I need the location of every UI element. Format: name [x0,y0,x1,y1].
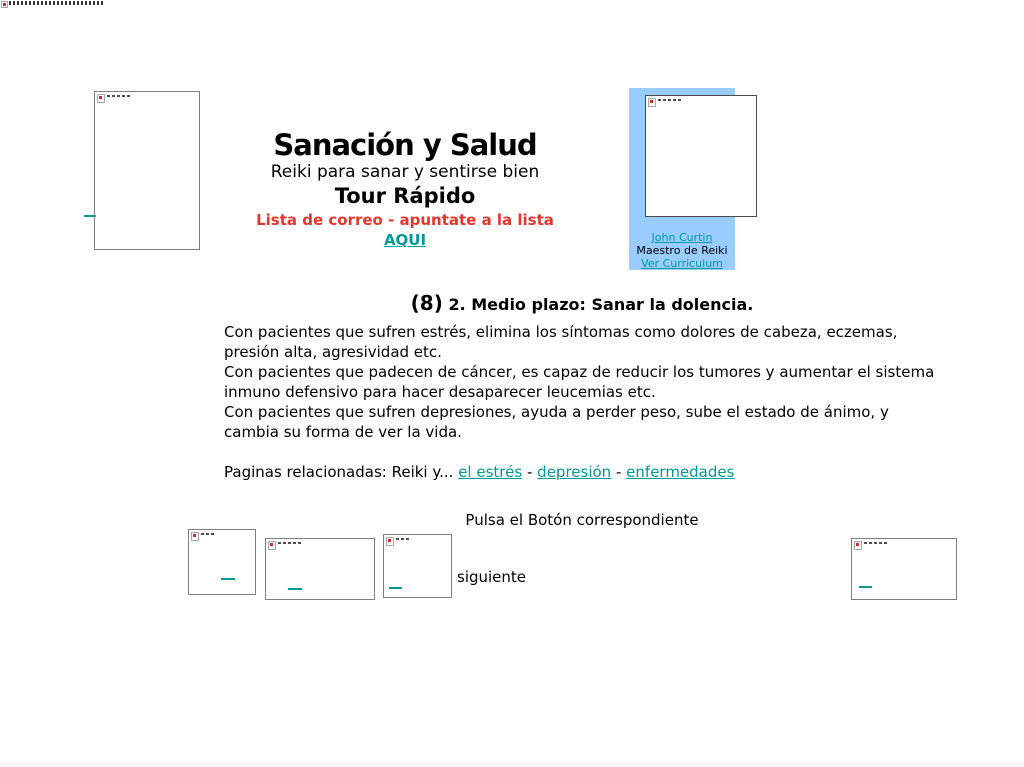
broken-image-alt-row [852,539,956,550]
mail-list-text: Lista de correo - apuntate a la lista [256,211,554,229]
broken-image-icon [854,541,862,550]
instructor-name-link[interactable]: John Curtin [651,231,713,244]
mail-list-line [238,210,572,250]
section-title: 2. Medio plazo: Sanar la dolencia. [448,295,754,314]
broken-image-alt-row [189,530,255,541]
broken-image-alt-row [266,539,374,550]
link-underline-dash[interactable] [221,578,235,580]
left-image-placeholder [94,91,200,250]
paragraph: Con pacientes que padecen de cáncer, es capaz de reducir los tumores y aumentar el sistema inmuno defensivo para hacer desaparecer leucemias etc. [224,363,935,401]
unreadable-alt-text [864,541,954,546]
broken-image-icon [1,1,8,8]
instructor-info [623,231,741,270]
site-subtitle: Reiki para sanar y sentirse bien [270,162,540,182]
unreadable-alt-text [201,532,253,537]
cta-text: Pulsa el Botón correspondiente [465,511,699,529]
next-label: siguiente [457,568,527,586]
site-title: Sanación y Salud [273,128,537,162]
section-number: (8) [410,291,443,315]
unreadable-alt-text [107,94,197,99]
link-enfermedades[interactable]: enfermedades [626,463,735,481]
broken-image-alt-strip [0,0,106,7]
broken-image-alt-row [646,96,756,107]
related-pages-line [224,462,940,482]
aqui-link[interactable]: AQUI [383,231,427,249]
nav-button-placeholder-3[interactable] [383,534,452,598]
broken-image-alt-row [95,92,199,103]
broken-image-icon [386,537,394,546]
link-underline-dash[interactable] [859,586,872,588]
unreadable-alt-text [658,98,754,103]
instructor-role: Maestro de Reiki [636,244,728,257]
paragraph: Con pacientes que sufren depresiones, ayuda a perder peso, sube el estado de ánimo, y cambia su forma de ver la vida. [224,403,889,441]
broken-image-alt-row [384,535,451,546]
unreadable-alt-text [278,541,372,546]
link-el-estres[interactable]: el estrés [458,463,523,481]
instructor-photo-placeholder [645,95,757,217]
link-underline-dash[interactable] [389,587,402,589]
curriculum-link[interactable]: Ver Curriculum [641,257,723,270]
broken-image-icon [97,94,105,103]
broken-image-icon [191,532,199,541]
window-bottom-edge [0,762,1024,767]
nav-button-placeholder-next[interactable] [851,538,957,600]
link-depresion[interactable]: depresión [537,463,612,481]
nav-button-placeholder-1[interactable] [188,529,256,595]
link-underline-dash[interactable] [84,215,96,217]
nav-button-placeholder-2[interactable] [265,538,375,600]
tour-title: Tour Rápido [334,184,476,208]
related-label: Paginas relacionadas: Reiki y... [224,463,454,481]
section-heading [224,291,940,315]
main-content [224,291,940,530]
broken-image-icon [268,541,276,550]
paragraph: Con pacientes que sufren estrés, elimina los síntomas como dolores de cabeza, eczemas, presión alta, agresividad etc. [224,323,898,361]
separator: - [615,463,622,481]
separator: - [526,463,533,481]
page-header [238,128,572,250]
broken-image-icon [648,98,656,107]
link-underline-dash[interactable] [288,588,302,590]
unreadable-alt-text [9,1,105,5]
unreadable-alt-text [396,537,449,542]
